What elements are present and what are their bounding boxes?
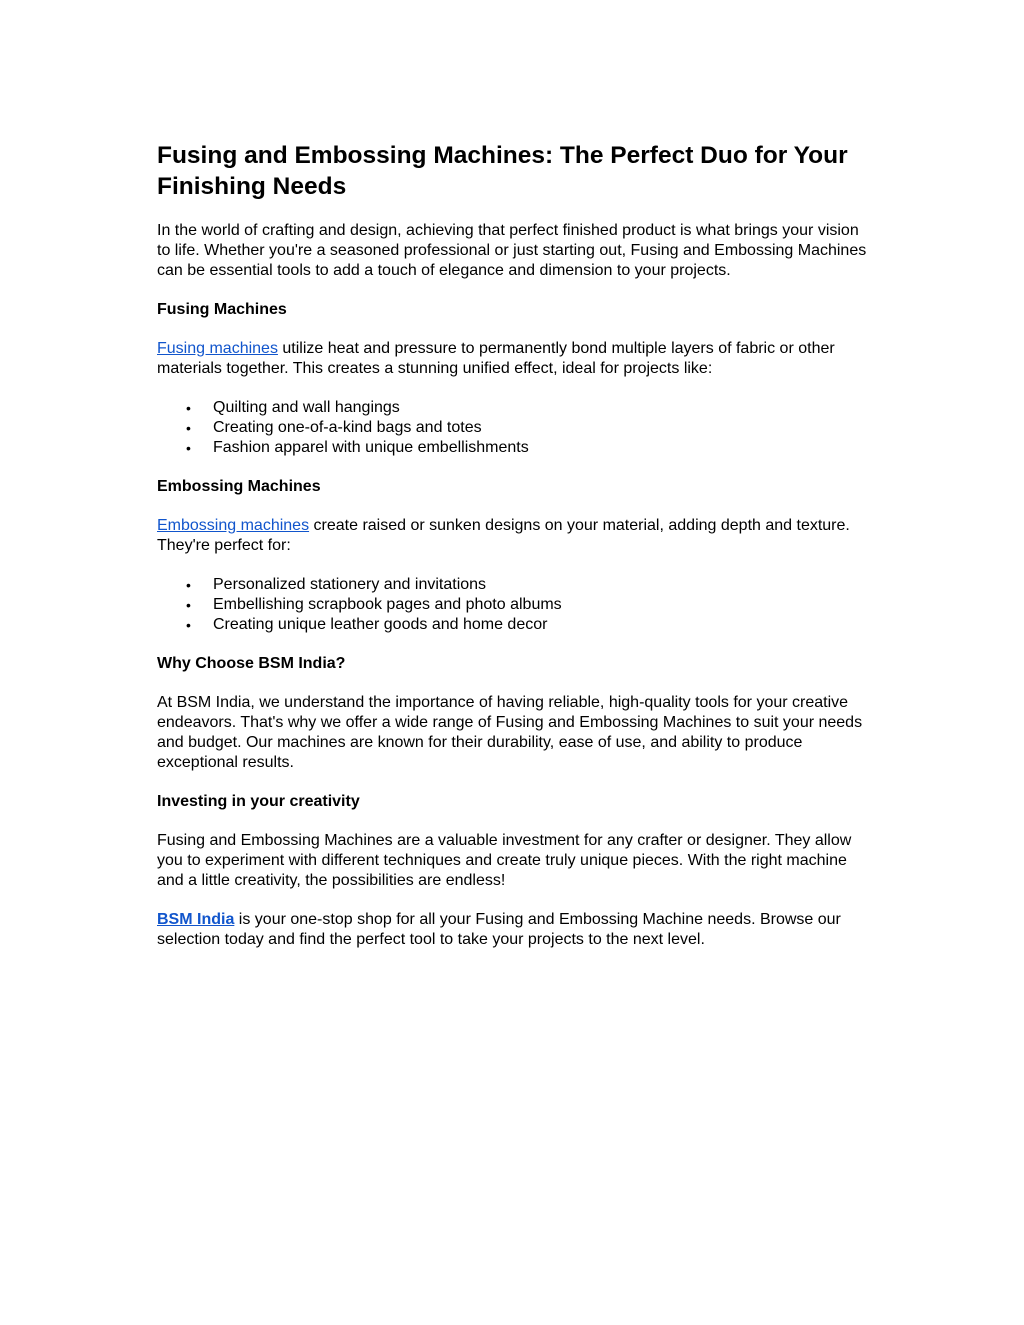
bullet-icon: • (186, 440, 191, 456)
fusing-list (157, 398, 872, 458)
why-choose-heading: Why Choose BSM India? (157, 655, 346, 672)
bullet-icon: • (186, 577, 191, 593)
bullet-icon: • (186, 420, 191, 436)
fusing-paragraph (157, 339, 872, 379)
embossing-paragraph (157, 516, 872, 556)
list-item: • Personalized stationery and invitations (186, 576, 487, 593)
investing-heading: Investing in your creativity (157, 793, 360, 810)
list-item: • Fashion apparel with unique embellishments (186, 439, 529, 456)
bsm-india-link[interactable]: BSM India (157, 911, 235, 928)
embossing-heading: Embossing Machines (157, 478, 321, 495)
document-page (157, 140, 872, 969)
closing-paragraph-text: is your one-stop shop for all your Fusing and Embossing Machine needs. Browse our selection today and find the perfect tool to take your projects to the next level. (157, 911, 841, 948)
list-item: • Quilting and wall hangings (186, 399, 400, 416)
embossing-list (157, 575, 872, 635)
fusing-machines-link[interactable]: Fusing machines (157, 340, 278, 357)
bullet-icon: • (186, 400, 191, 416)
bullet-icon: • (186, 617, 191, 633)
list-item: • Creating unique leather goods and home decor (186, 616, 548, 633)
list-item: • Creating one-of-a-kind bags and totes (186, 419, 482, 436)
intro-paragraph: In the world of crafting and design, achieving that perfect finished product is what brings your vision to life. Whether you're a seasoned professional or just starting out, Fusing and Embossing Machines can be essential tools to add a touch of elegance and dimension to your projects. (157, 222, 867, 279)
embossing-paragraph-text: create raised or sunken designs on your material, adding depth and texture. They're perfect for: (157, 517, 850, 554)
closing-paragraph (157, 910, 872, 950)
list-item: • Embellishing scrapbook pages and photo albums (186, 596, 562, 613)
fusing-paragraph-text: utilize heat and pressure to permanently bond multiple layers of fabric or other materials together. This creates a stunning unified effect, ideal for projects like: (157, 340, 835, 377)
bullet-icon: • (186, 597, 191, 613)
investing-paragraph: Fusing and Embossing Machines are a valuable investment for any crafter or designer. They allow you to experiment with different techniques and create truly unique pieces. With the right machine and a little creativity, the possibilities are endless! (157, 832, 852, 889)
document-title: Fusing and Embossing Machines: The Perfect Duo for Your Finishing Needs (157, 142, 848, 200)
embossing-machines-link[interactable]: Embossing machines (157, 517, 310, 534)
why-choose-paragraph: At BSM India, we understand the importance of having reliable, high-quality tools for your creative endeavors. That's why we offer a wide range of Fusing and Embossing Machines to suit your needs and budget. Our machines are known for their durability, ease of use, and ability to produce exceptional results. (157, 694, 863, 771)
fusing-heading: Fusing Machines (157, 301, 287, 318)
